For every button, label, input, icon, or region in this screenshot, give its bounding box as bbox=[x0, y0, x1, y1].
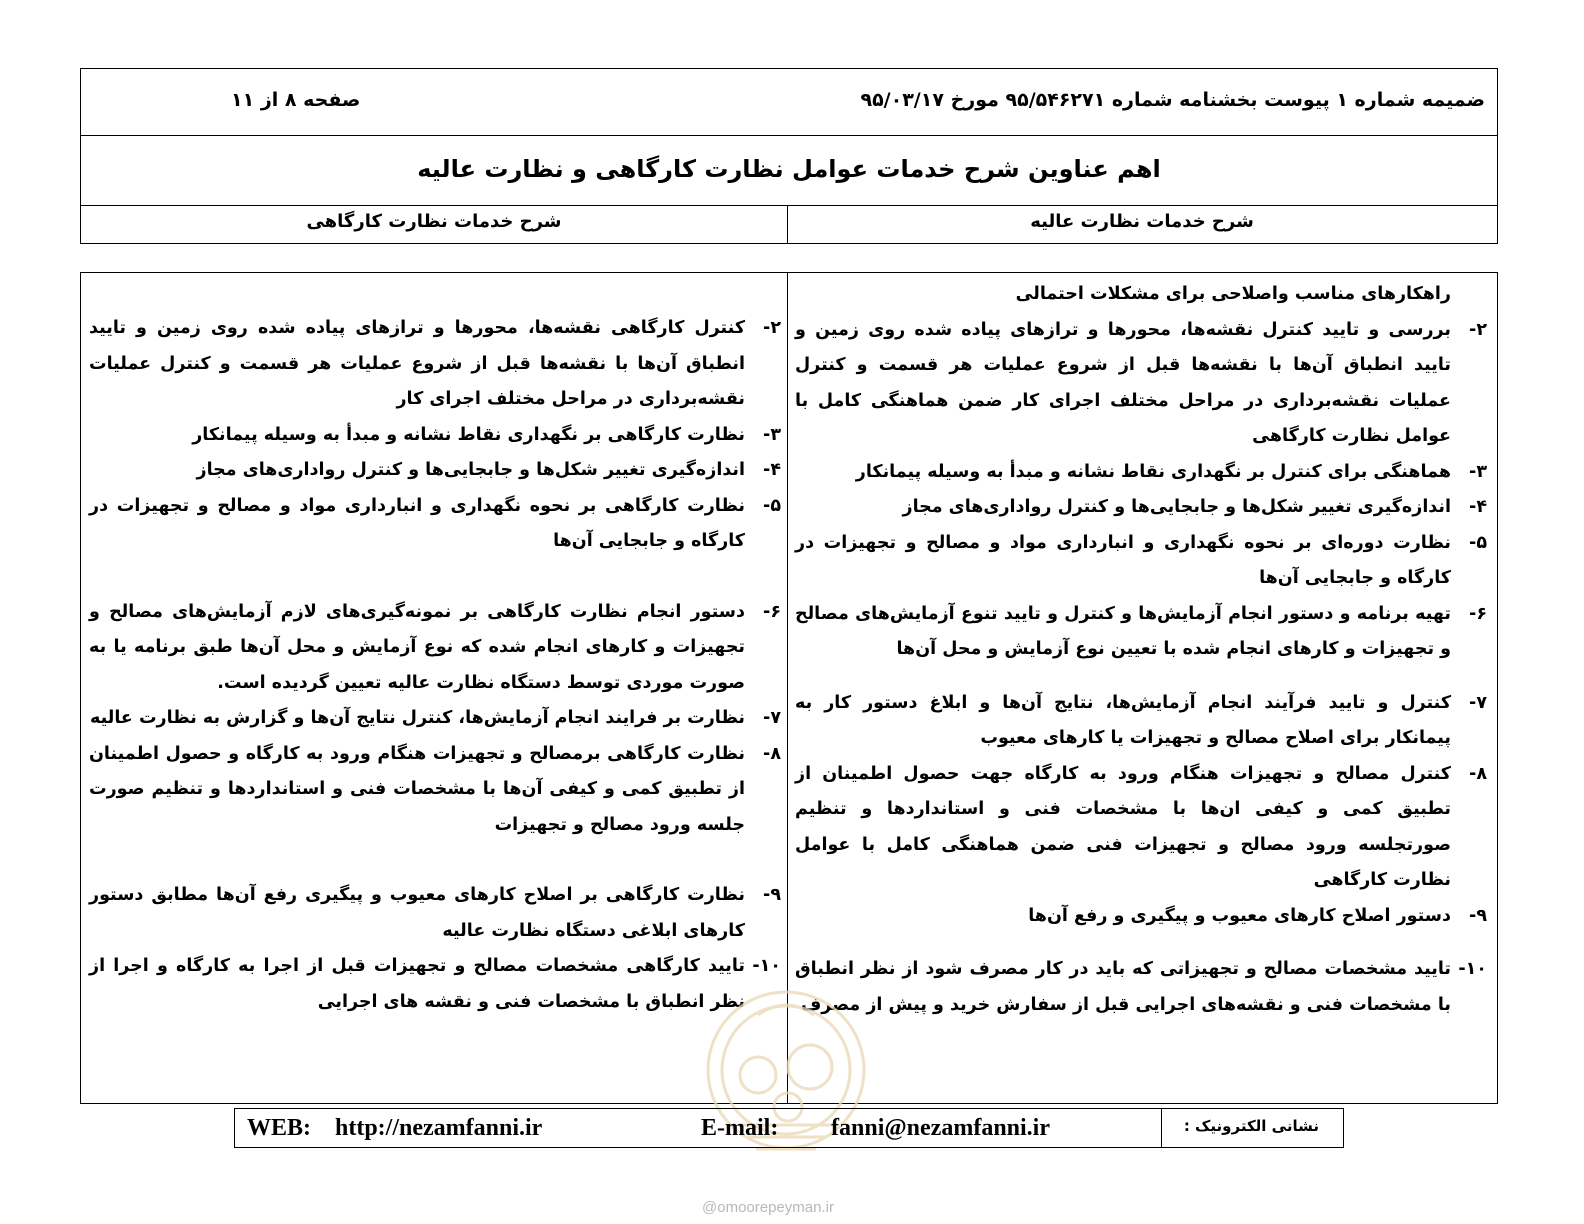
item-number: ۳- bbox=[1469, 461, 1487, 482]
web-label-text: WEB: bbox=[247, 1115, 312, 1141]
item-text: بررسی و تایید کنترل نقشه‌ها، محورها و ترازهای پیاده شده روی زمین و تایید انطباق آن‌ها با نقشه‌ها قبل از شروع عملیات هر قسمت و کنترل عملیات نقشه‌برداری در مراحل مختلف اجرای کار ضمن هماهنگی کامل با عوامل نظارت کارگاهی bbox=[795, 319, 1451, 446]
item-number: ۸- bbox=[1469, 763, 1487, 784]
item-number: ۴- bbox=[763, 460, 781, 480]
list-item bbox=[795, 526, 1487, 597]
page-number: صفحه ۸ از ۱۱ bbox=[231, 89, 361, 111]
item-text: اندازه‌گیری تغییر شکل‌ها و جابجایی‌ها و کنترل رواداری‌های مجاز bbox=[902, 497, 1451, 517]
annex-reference: ضمیمه شماره ۱ پیوست بخشنامه شماره ۹۵/۵۴۶۲۷۱ مورخ ۹۵/۰۳/۱۷ bbox=[860, 89, 1485, 111]
item-text: نظارت کارگاهی بر نگهداری نقاط نشانه و مبدأ به وسیله پیمانکار bbox=[192, 424, 745, 445]
item-number: ۵- bbox=[1469, 532, 1487, 553]
list-item bbox=[795, 686, 1487, 757]
list-item bbox=[795, 757, 1487, 899]
item-text: اندازه‌گیری تغییر شکل‌ها و جابجایی‌ها و کنترل رواداری‌های مجاز bbox=[196, 460, 745, 480]
list-item bbox=[89, 878, 781, 949]
item-number: ۸- bbox=[763, 743, 781, 764]
list-item bbox=[795, 490, 1487, 526]
footer-divider bbox=[1161, 1109, 1162, 1147]
header-info-row bbox=[81, 69, 1497, 136]
high-supervision-column bbox=[795, 277, 1487, 1023]
item-text: تایید کارگاهی مشخصات مصالح و تجهیزات قبل از اجرا به کارگاه و اجرا از نظر انطباق با مشخصات فنی و نقشه های اجرایی bbox=[89, 956, 745, 1012]
list-item-intro: راهکارهای مناسب واصلاحی برای مشکلات احتمالی bbox=[1015, 284, 1451, 304]
item-text: تهیه برنامه و دستور انجام آزمایش‌ها و کنترل و تایید تنوع آزمایش‌های مصالح و تجهیزات و کارهای انجام شده با تعیین نوع آزمایش و محل آن‌ها bbox=[795, 603, 1451, 659]
column-header-site-supervision: شرح خدمات نظارت کارگاهی bbox=[306, 211, 562, 232]
column-header-high-supervision: شرح خدمات نظارت عالیه bbox=[1030, 211, 1254, 232]
web-link[interactable]: http://nezamfanni.ir bbox=[335, 1115, 543, 1141]
list-item bbox=[795, 455, 1487, 491]
list-item bbox=[89, 701, 781, 737]
column-headers-row bbox=[81, 205, 1497, 243]
document-header bbox=[80, 68, 1498, 244]
item-number: ۱۰- bbox=[752, 956, 781, 976]
list-item bbox=[89, 418, 781, 454]
item-number: ۲- bbox=[1469, 319, 1487, 340]
item-number: ۳- bbox=[763, 424, 781, 445]
item-text: نظارت دوره‌ای بر نحوه نگهداری و انبارداری مواد و مصالح و تجهیزات در کارگاه و جابجایی آن‌ها bbox=[795, 532, 1451, 588]
item-number: ۷- bbox=[1469, 692, 1487, 713]
header-title-row bbox=[81, 135, 1497, 206]
item-text: کنترل و تایید فرآیند انجام آزمایش‌ها، نتایج آن‌ها و ابلاغ دستور کار به پیمانکار برای اصلاح مصالح و تجهیزات یا کارهای معیوب bbox=[795, 692, 1451, 748]
list-item bbox=[795, 899, 1487, 935]
item-text: کنترل مصالح و تجهیزات هنگام ورود به کارگاه جهت حصول اطمینان از تطبیق کمی و کیفی ان‌ها با مشخصات فنی و استانداردها و تنظیم صورتجلسه ورود مصالح و تجهیزات فنی ضمن هماهنگی کامل با عوامل نظارت کارگاهی bbox=[795, 763, 1451, 890]
list-item bbox=[89, 949, 781, 1020]
list-item bbox=[795, 597, 1487, 668]
item-text: دستور انجام نظارت کارگاهی بر نمونه‌گیری‌های لازم آزمایش‌های مصالح و تجهیزات و کارهای انجام شده که نوع آزمایش و محل آن‌ها طبق برنامه یا به صورت موردی توسط دستگاه نظارت عالیه تعیین گردیده است. bbox=[89, 601, 745, 693]
email-label-persian: نشانی الکترونیک : bbox=[1183, 1117, 1319, 1135]
item-text: هماهنگی برای کنترل بر نگهداری نقاط نشانه و مبدأ به وسیله پیمانکار bbox=[855, 461, 1451, 482]
item-text: کنترل کارگاهی نقشه‌ها، محورها و ترازهای پیاده شده روی زمین و تایید انطباق آن‌ها با نقشه‌ها قبل از شروع عملیات هر قسمت و کنترل عملیات نقشه‌برداری در مراحل مختلف اجرای کار bbox=[89, 318, 745, 409]
item-number: ۹- bbox=[763, 885, 781, 905]
list-item bbox=[89, 737, 781, 844]
item-number: ۷- bbox=[763, 708, 781, 728]
list-item bbox=[89, 453, 781, 489]
item-text: نظارت بر فرایند انجام آزمایش‌ها، کنترل نتایج آن‌ها و گزارش به نظارت عالیه bbox=[90, 708, 745, 728]
list-item bbox=[89, 311, 781, 418]
item-text: نظارت کارگاهی بر اصلاح کارهای معیوب و پیگیری رفع آن‌ها مطابق دستور کارهای ابلاغی دستگاه نظارت عالیه bbox=[89, 885, 745, 941]
item-text: نظارت کارگاهی برمصالح و تجهیزات هنگام ورود به کارگاه و حصول اطمینان از تطبیق کمی و کیفی آن‌ها با مشخصات فنی و استانداردها و تنظیم صورت جلسه ورود مصالح و تجهیزات bbox=[89, 743, 745, 835]
email-label: E-mail: bbox=[701, 1115, 779, 1141]
item-text: نظارت کارگاهی بر نحوه نگهداری و انبارداری مواد و مصالح و تجهیزات در کارگاه و جابجایی آن‌ها bbox=[89, 495, 745, 551]
web-label bbox=[247, 1115, 311, 1142]
list-item bbox=[795, 952, 1487, 1023]
watermark-text: @omoorepeyman.ir bbox=[702, 1199, 834, 1216]
item-number: ۲- bbox=[763, 318, 781, 338]
item-number: ۱۰- bbox=[1458, 959, 1487, 979]
item-text: دستور اصلاح کارهای معیوب و پیگیری و رفع آن‌ها bbox=[1028, 905, 1451, 926]
item-number: ۹- bbox=[1469, 905, 1487, 926]
site-supervision-column bbox=[89, 311, 781, 1020]
page-title: اهم عناوین شرح خدمات عوامل نظارت کارگاهی و نظارت عالیه bbox=[417, 155, 1161, 183]
item-number: ۵- bbox=[763, 495, 781, 516]
footer-contact bbox=[234, 1108, 1344, 1148]
list-item bbox=[795, 313, 1487, 455]
item-text: تایید مشخصات مصالح و تجهیزاتی که باید در کار مصرف شود از نظر انطباق با مشخصات فنی و نقشه‌های اجرایی قبل از سفارش خرید و پیش از مصرف bbox=[795, 959, 1451, 1015]
list-item bbox=[89, 595, 781, 702]
email-link[interactable]: fanni@nezamfanni.ir bbox=[831, 1115, 1050, 1141]
item-number: ۶- bbox=[1469, 603, 1487, 624]
list-item bbox=[89, 489, 781, 560]
item-number: ۶- bbox=[763, 601, 781, 622]
item-number: ۴- bbox=[1469, 497, 1487, 517]
